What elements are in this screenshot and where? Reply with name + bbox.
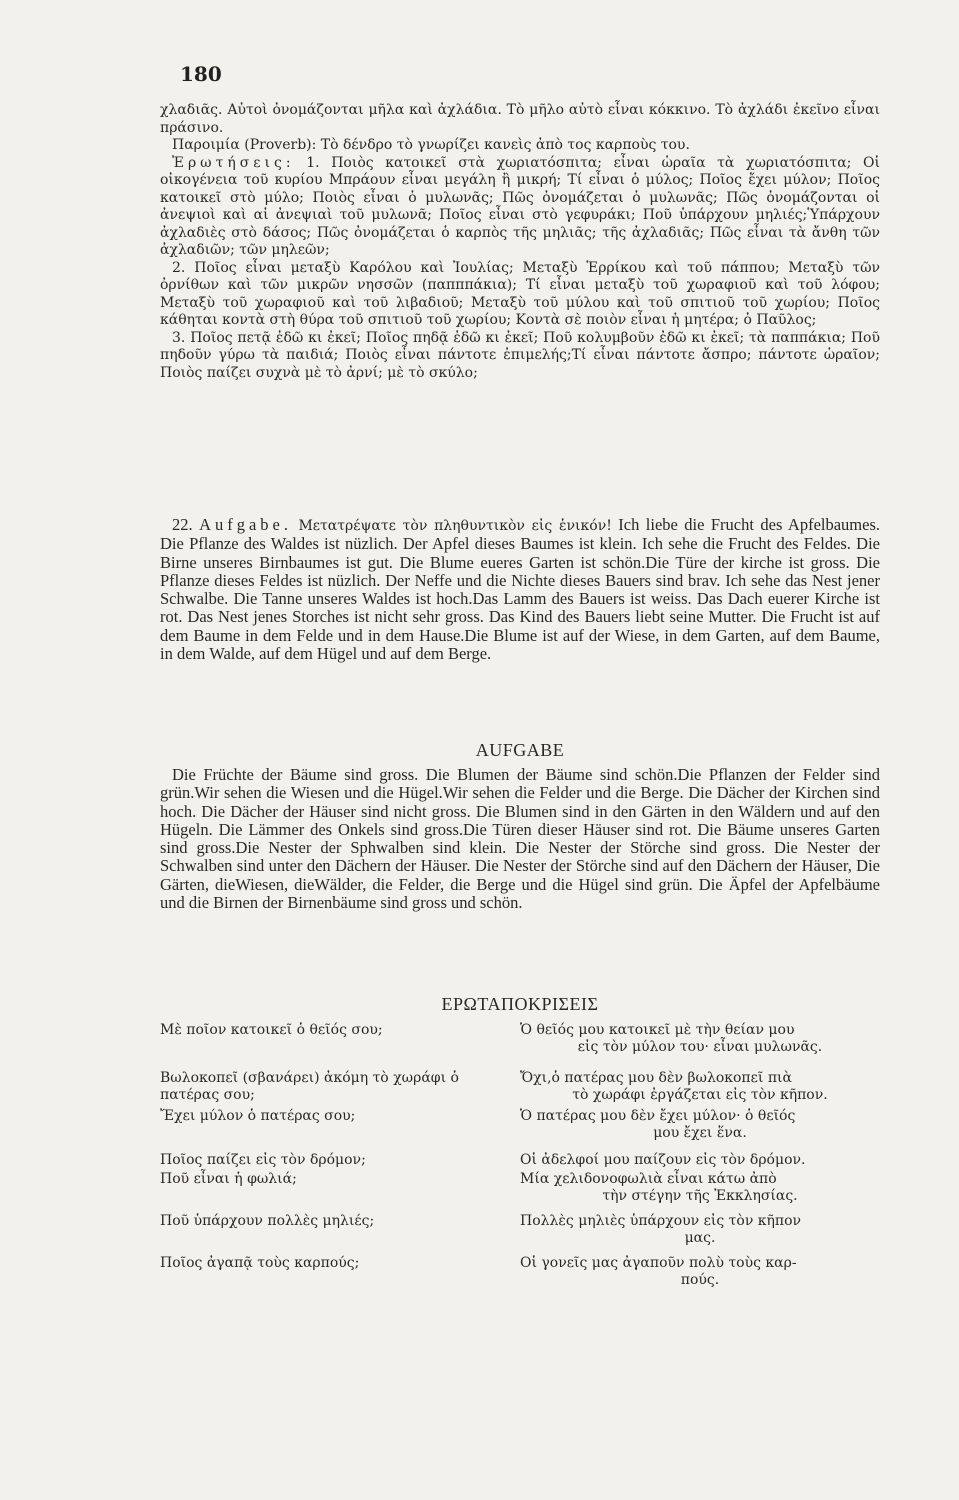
qa-list (160, 1022, 880, 1289)
qa-answer-line: Ὁ πατέρας μου δὲν ἔχει μύλον· ὁ θεῖός (520, 1108, 796, 1124)
exercise-22 (160, 516, 880, 663)
qa-answer-cont: μας. (684, 1230, 716, 1246)
qa-answer-cont: μου ἔχει ἕνα. (653, 1125, 747, 1141)
exercise-22-text: Ich liebe die Frucht des Apfelbaumes. Die Pflanze des Waldes ist nüzlich. Der Apfel dieses Baumes ist klein. Ich sehe die Frucht des Feldes. Die Birne unseres Birnbaumes ist gut. Die Blume eueres Garten ist schön.Die Türe der kirche ist gross. Die Pflanze dieses Feldes ist nüzlich. Der Neffe und die Nichte dieses Bauers sind brav. Ich sehe das Nest jener Schwalbe. Die Tanne unseres Waldes ist hoch.Das Lamm des Bauers ist weiss. Das Dach euerer Kirche ist rot. Das Nest jenes Storches ist nicht sehr gross. Das Kind des Bauers liebt seine Mutter. Die Frucht ist auf dem Baume in dem Felde und in dem Hause.Die Blume ist auf der Wiese, in dem Garten, auf dem Baume, in dem Walde, auf dem Hügel und auf dem Berge. (160, 515, 881, 664)
intro-paragraph-1: χλαδιᾶς. Αὐτοὶ ὀνομάζονται μῆλα καὶ ἀχλάδια. Τὸ μῆλο αὐτὸ εἶναι κόκκινο. Τὸ ἀχλάδι ἐκεῖνο εἶναι πράσινο. (160, 102, 880, 136)
qa-answer (520, 1255, 880, 1289)
qa-row (160, 1108, 880, 1142)
page-number: 180 (180, 62, 222, 86)
qa-question: Ποῖος ἀγαπᾷ τοὺς καρπούς; (160, 1255, 360, 1271)
aufgabe-block (160, 766, 880, 912)
qa-question: Ποῦ εἶναι ἡ φωλιά; (160, 1171, 297, 1187)
aufgabe-heading: AUFGABE (475, 740, 565, 760)
questions-2: 2. Ποῖος εἶναι μεταξὺ Καρόλου καὶ Ἰουλίας; Μεταξὺ Ἑρρίκου καὶ τοῦ πάππου; Μεταξὺ τῶν ὀρνίθων καὶ τῶν μικρῶν νησσῶν (παπππάκια); Τί εἶναι μεταξὺ τοῦ χωραφιοῦ καὶ τοῦ λόφου; Μεταξὺ τοῦ χωραφιοῦ καὶ τοῦ λιβαδιοῦ; Μεταξὺ τοῦ μύλου καὶ τοῦ σπιτιοῦ τοῦ χωρίου; Ποῖος κάθηται κοντὰ στὴ θύρα τοῦ σπιτιοῦ τοῦ χωρίου; Κοντὰ σὲ ποιὸν εἶναι ἡ μητέρα; ὁ Παῦλος; (160, 259, 880, 328)
qa-answer-line: Ὁ θεῖός μου κατοικεῖ μὲ τὴν θείαν μου (520, 1022, 795, 1038)
questions-3: 3. Ποῖος πετᾷ ἐδῶ κι ἐκεῖ; Ποῖος πηδᾷ ἐδῶ κι ἐκεῖ; Ποῦ κολυμβοῦν ἐδῶ κι ἐκεῖ; τὰ παππάκια; Ποῦ πηδοῦν γύρω τὰ παιδιά; Ποιὸς εἶναι πάντοτε ἐπιμελής;Τί εἶναι πάντοτε ἄσπρο; πάντοτε ὡραῖον; Ποιὸς παίζει συχνὰ μὲ τὸ ἀρνί; μὲ τὸ σκύλο; (160, 329, 880, 381)
qa-answer-cont: εἰς τὸν μύλον του· εἶναι μυλωνᾶς. (577, 1039, 823, 1055)
qa-row (160, 1152, 880, 1169)
qa-answer (520, 1070, 880, 1104)
exercise-label: Aufgabe. (199, 515, 292, 534)
exercise-22-paragraph (160, 516, 880, 663)
qa-answer (520, 1171, 880, 1205)
proverb-paragraph: Παροιμία (Proverb): Τὸ δένδρο τὸ γνωρίζει κανεὶς ἀπὸ τος καρποὺς του. (172, 137, 690, 153)
qa-answer-line: Ὄχι,ὁ πατέρας μου δὲν βωλοκοπεῖ πιὰ (520, 1070, 792, 1086)
qa-question: Μὲ ποῖον κατοικεῖ ὁ θεῖός σου; (160, 1022, 383, 1038)
exercise-instruction: Μετατρέψατε τὸν πληθυντικὸν εἰς ἑνικόν! (298, 518, 612, 534)
qa-answer (520, 1022, 880, 1056)
qa-heading: ΕΡΩΤΑΠΟΚΡΙΣΕΙΣ (441, 994, 599, 1014)
questions-label: Ἐρωτήσεις: (172, 154, 295, 171)
qa-answer-line: Οἱ γονεῖς μας ἀγαποῦν πολὺ τοὺς καρ- (520, 1255, 797, 1271)
greek-intro (160, 102, 880, 382)
qa-question: Βωλοκοπεῖ (σβανάρει) ἀκόμη τὸ χωράφι ὁ πατέρας σου; (160, 1070, 459, 1103)
qa-question: Ποῖος παίζει εἰς τὸν δρόμον; (160, 1152, 366, 1168)
qa-answer (520, 1108, 880, 1142)
qa-row (160, 1213, 880, 1247)
questions-1 (160, 155, 880, 260)
qa-answer-line: Πολλὲς μηλιὲς ὑπάρχουν εἰς τὸν κῆπον (520, 1213, 802, 1229)
qa-answer (520, 1213, 880, 1247)
aufgabe-text: Die Früchte der Bäume sind gross. Die Blumen der Bäume sind schön.Die Pflanzen der Felder sind grün.Wir sehen die Wiesen und die Hügel.Wir sehen die Felder und die Berge. Die Dächer der Kirchen sind hoch. Die Dächer der Häuser sind nicht gross. Die Blumen sind in den Gärten in den Wäldern und auf den Hügeln. Die Lämmer des Onkels sind gross.Die Türen dieser Häuser sind rot. Die Bäume unseres Garten sind gross.Die Nester der Sphwalben sind klein. Die Nester der Störche sind gross. Die Nester der Schwalben sind unter den Dächern der Häuser. Die Nester der Störche sind auf den Dächern der Häuser, Die Gärten, dieWiesen, dieWälder, die Felder, die Berge und die Hügel sind grün. Die Äpfel der Apfelbäume und die Birnen der Birnenbäume sind gross und schön. (160, 765, 880, 913)
qa-answer-cont: πούς. (680, 1272, 720, 1288)
qa-question: Ποῦ ὑπάρχουν πολλὲς μηλιές; (160, 1213, 375, 1229)
exercise-number: 22. (172, 515, 193, 534)
qa-row (160, 1171, 880, 1205)
qa-row (160, 1070, 880, 1104)
qa-answer-line: Οἱ ἀδελφοί μου παίζουν εἰς τὸν δρόμον. (520, 1152, 806, 1168)
qa-answer-line: Μία χελιδονοφωλιὰ εἶναι κάτω ἀπὸ (520, 1171, 777, 1187)
qa-answer-cont: τὸ χωράφι ἐργάζεται εἰς τὸν κῆπον. (572, 1087, 828, 1103)
qa-answer (520, 1152, 880, 1169)
questions-1-text: 1. Ποιὸς κατοικεῖ στὰ χωριατόσπιτα; εἶναι ὡραῖα τὰ χωριατόσπιτα; Οἱ οἰκογένεια τοῦ κυρίου Μπράουν εἶναι μεγάλη ἢ μικρή; Τί εἶναι ὁ μύλος; Ποῖος ἔχει μύλον; Ποῖος κατοικεῖ στὸ μύλο; Ποιὸς εἶναι ὁ μυλωνᾶς; Πῶς ὀνομάζεται ὁ μυλωνᾶς; Πῶς ὀνομάζονται οἱ ἀνεψιοὶ καὶ αἱ ἀνεψιαὶ τοῦ μυλωνᾶ; Ποῖος εἶναι στὸ γεφυράκι; Ποῦ ὑπάρχουν μηλιές;Ὑπάρχουν ἀχλαδιὲς στὸ δάσος; Πῶς ὀνομάζεται ὁ καρπὸς τῆς μηλιᾶς; τῆς ἀχλαδιᾶς; Πῶς εἶναι τὰ ἄνθη τῶν ἀχλαδιῶν; τῶν μηλεῶν; (160, 154, 880, 258)
qa-answer-cont: τὴν στέγην τῆς Ἐκκλησίας. (602, 1188, 798, 1204)
qa-row (160, 1255, 880, 1289)
qa-row (160, 1022, 880, 1056)
qa-question: Ἔχει μύλον ὁ πατέρας σου; (160, 1108, 356, 1124)
